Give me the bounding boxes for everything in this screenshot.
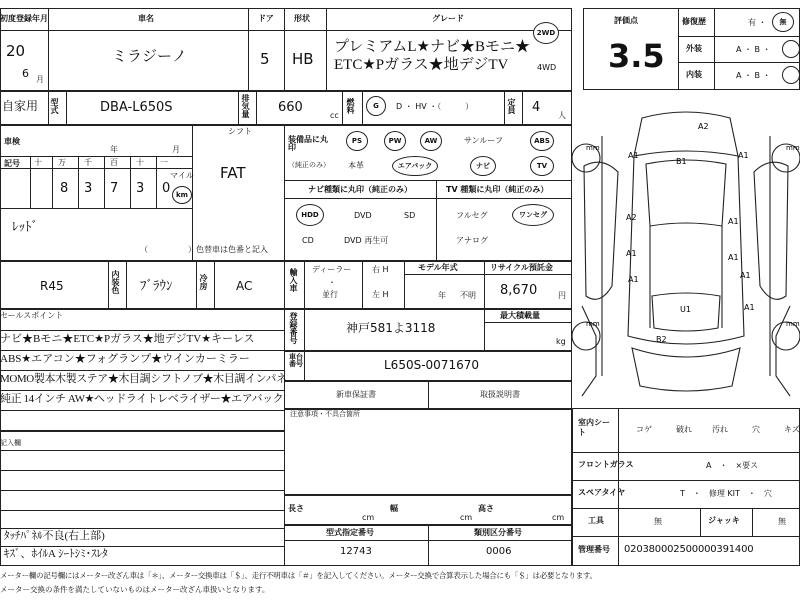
equip-airbag-label: エアバック xyxy=(397,162,433,170)
exterior-grades: A ・ B ・ xyxy=(736,45,771,54)
mileage-digit-header: 十 xyxy=(136,158,144,167)
damage-mark: A1 xyxy=(728,253,739,262)
navi-dvd: DVD xyxy=(354,211,372,220)
body-type-value: HB xyxy=(292,50,314,68)
designation-value: 12743 xyxy=(340,546,372,557)
damage-mark: A1 xyxy=(744,303,755,312)
owners-manual: 取扱説明書 xyxy=(480,390,520,399)
seat-damage-option: 汚れ xyxy=(712,425,728,434)
drive-2wd-circle[interactable] xyxy=(533,22,559,44)
jack-label: ジャッキ xyxy=(708,516,740,525)
sales-point-line: ABS★エアコン★フォグランプ★ウインカーミラー xyxy=(0,353,250,365)
inspection-label: 車検 xyxy=(4,137,20,146)
shift-value: FAT xyxy=(220,164,246,182)
body-type-label: 形状 xyxy=(294,14,310,23)
windshield-options: A ・ ×要ス xyxy=(706,461,759,470)
seat-damage-option: キズ xyxy=(784,425,800,434)
equipment-subtitle: （純正のみ） xyxy=(288,161,330,169)
disp-value: 660 xyxy=(278,100,303,115)
model-year-unit: 年 xyxy=(438,291,446,300)
tv-oneseg-label: ワンセグ xyxy=(519,211,547,219)
equip-pw-label: PW xyxy=(388,137,402,145)
use-type: 自家用 xyxy=(2,99,39,113)
interior-label: 内装 xyxy=(686,70,702,79)
footer-note-2: メーター交換の条件を満たしていないものはメーター改ざん車扱いとなります。 xyxy=(0,585,270,594)
color-code: R45 xyxy=(40,279,64,293)
tv-type-title: TV 種類に丸印（純正のみ） xyxy=(446,185,549,194)
tv-fullseg: フルセグ xyxy=(456,211,488,220)
mileage-digit: 3 xyxy=(84,181,93,196)
first-reg-year: 20 xyxy=(6,42,26,60)
equip-sunroof: サンルーフ xyxy=(464,136,503,145)
repair-history-label: 修復歴 xyxy=(682,17,706,26)
management-number-label: 管理番号 xyxy=(578,545,610,554)
navi-dvd-play: DVD 再生可 xyxy=(344,236,389,245)
fuel-g-circle[interactable] xyxy=(366,96,386,116)
door-label: ドア xyxy=(258,14,274,23)
car-damage-diagram xyxy=(572,96,800,406)
car-name-value: ミラジーノ xyxy=(112,49,187,65)
equip-ps[interactable] xyxy=(346,131,368,151)
footer-note-1: メーター欄の記号欄にはメーター改ざん車は「＊」、メーター交換車は「＄」、走行不明車は「＃」を記入してください。メーター交換で合算表示した場合にも「＄」は必要となります。 xyxy=(0,571,597,580)
interior-color-label: 内装色 xyxy=(111,270,120,294)
mileage-km-circle[interactable] xyxy=(172,186,192,204)
navi-hdd[interactable] xyxy=(296,204,324,226)
spare-tire-options: T ・ 修理 KIT ・ 穴 xyxy=(680,489,772,498)
tools-label: 工具 xyxy=(588,516,604,525)
chassis-value: L650S-0071670 xyxy=(384,358,479,372)
equip-navi-label: ナビ xyxy=(476,162,490,170)
damage-mark: A1 xyxy=(738,151,749,160)
grade-line2: ETC★Pガラス★地デジTV xyxy=(334,57,509,73)
first-reg-label: 初度登録年月 xyxy=(0,14,48,23)
import-label: 輸入車 xyxy=(289,268,298,292)
equip-tv-label: TV xyxy=(536,162,548,170)
color-change-note: （ ）色替車は色番と記入 xyxy=(140,245,268,254)
grade-line1: プレミアムL★ナビ★Bモニ★ xyxy=(334,39,530,55)
damage-mark: A2 xyxy=(698,122,709,131)
damage-mark: A1 xyxy=(628,275,639,284)
diagram-mm-label: mm xyxy=(586,144,600,152)
equip-abs-label: ABS xyxy=(534,137,550,145)
mileage-digit: 7 xyxy=(110,181,119,196)
model-label: 型式 xyxy=(50,98,59,114)
navi-cd: CD xyxy=(302,236,314,245)
seat-damage-option: コゲ xyxy=(636,425,652,434)
repair-none-label: 無 xyxy=(779,18,787,26)
repair-none-circle[interactable] xyxy=(772,12,794,32)
tv-oneseg[interactable] xyxy=(512,204,554,226)
interior-grades: A ・ B ・ xyxy=(736,71,771,80)
interior-circle[interactable] xyxy=(782,66,800,84)
equip-ps-label: PS xyxy=(351,137,363,145)
memo-line2: ｷｽﾞ、ﾎｲﾙA ｼｰﾄｼﾐ･ｽﾚﾀ xyxy=(4,548,108,560)
plate-value: 神戸581よ3118 xyxy=(346,321,436,335)
jack-none: 無 xyxy=(778,517,786,526)
sales-point-line: 純正 14インチ AW★ヘッドライトレベライザー★エアバック xyxy=(0,393,284,405)
mileage-label: 記号 xyxy=(4,159,20,168)
import-right-h: 右 H xyxy=(372,265,389,274)
import-dealer: ディーラー xyxy=(312,265,352,274)
model-year-label: モデル年式 xyxy=(418,263,458,272)
capacity-unit: 人 xyxy=(558,111,566,120)
mileage-unit-mile: マイル xyxy=(170,171,194,180)
spare-tire-label: スペアタイヤ xyxy=(578,488,626,497)
category-value: 0006 xyxy=(486,546,512,557)
damage-mark: A1 xyxy=(728,217,739,226)
damage-mark: U1 xyxy=(680,305,691,314)
exterior-label: 外装 xyxy=(686,44,702,53)
equip-navi[interactable] xyxy=(470,156,496,176)
width-label: 幅 xyxy=(390,504,398,513)
drive-2wd: 2WD xyxy=(536,29,556,37)
max-load-unit: kg xyxy=(556,337,566,346)
recycle-unit: 円 xyxy=(558,291,566,300)
drive-4wd: 4WD xyxy=(537,63,557,72)
sales-point-line: MOMO製本木製ステア★木目調シフトノブ★木目調インパネ xyxy=(0,373,287,385)
notes-label: 注意事項・不具合箇所 xyxy=(290,410,360,418)
damage-mark: B1 xyxy=(676,157,687,166)
import-dash: ・ xyxy=(328,278,336,287)
damage-mark: A1 xyxy=(626,249,637,258)
designation-label: 型式指定番号 xyxy=(326,528,374,537)
disp-unit: cc xyxy=(330,111,339,120)
height-unit: cm xyxy=(552,513,565,522)
diagram-mm-label: mm xyxy=(786,320,800,328)
grade-label: グレード xyxy=(432,14,464,23)
equip-genuine-leather: 本革 xyxy=(348,161,364,170)
mileage-digit: 3 xyxy=(136,181,145,196)
seat-damage-option: 穴 xyxy=(752,425,760,434)
equip-airbag[interactable] xyxy=(392,156,438,176)
first-reg-month: 6 xyxy=(22,67,29,80)
car-name-label: 車名 xyxy=(138,14,154,23)
recycle-value: 8,670 xyxy=(500,283,538,298)
plate-label: 登録番号 xyxy=(289,312,298,344)
exterior-circle[interactable] xyxy=(782,40,800,58)
main-sheet-border xyxy=(0,8,572,566)
mileage-digit-header: 十 xyxy=(34,158,42,167)
mileage-digit: 0 xyxy=(162,181,171,196)
sales-point-line: ナビ★Bモニ★ETC★Pガラス★地デジTV★キーレス xyxy=(0,333,255,345)
mileage-digit-header: 万 xyxy=(58,158,66,167)
chassis-label: 車台番号 xyxy=(289,353,303,368)
navi-sd: SD xyxy=(404,211,416,220)
equipment-title: 装備品に丸印 xyxy=(288,135,328,152)
sales-points-label: セールスポイント xyxy=(0,311,64,320)
model-year-unknown: 不明 xyxy=(460,291,476,300)
damage-mark: A1 xyxy=(628,151,639,160)
mileage-digit: 8 xyxy=(60,181,69,196)
width-unit: cm xyxy=(460,513,473,522)
model-value: DBA-L650S xyxy=(100,100,173,115)
memo-line1: ﾀｯﾁﾊﾟﾈﾙ不良(右上部) xyxy=(4,530,105,542)
equip-aw[interactable] xyxy=(420,131,442,151)
management-number-value: 020380002500000391400 xyxy=(624,544,754,555)
seat-damage-option: 破れ xyxy=(676,425,692,434)
recycle-label: リサイクル預託金 xyxy=(490,263,553,272)
fuel-label: 燃料 xyxy=(346,98,355,114)
windshield-label: フロントガラス xyxy=(578,460,634,469)
equip-tv[interactable] xyxy=(530,156,554,176)
score-value: 3.5 xyxy=(608,37,665,75)
interior-color-value: ﾌﾞﾗｳﾝ xyxy=(140,278,173,293)
import-parallel: 並行 xyxy=(322,290,338,299)
color-value: ﾚｯﾄﾞ xyxy=(12,219,38,234)
damage-mark: A1 xyxy=(740,271,751,280)
length-unit: cm xyxy=(362,513,375,522)
ac-value: AC xyxy=(236,279,253,293)
navi-hdd-label: HDD xyxy=(301,211,319,219)
mileage-digit-header: 一 xyxy=(160,158,168,167)
mileage-digit-header: 百 xyxy=(110,158,118,167)
category-label: 類別区分番号 xyxy=(474,528,522,537)
ac-label: 冷房 xyxy=(199,274,208,290)
diagram-mm-label: mm xyxy=(586,320,600,328)
disp-label: 排気量 xyxy=(241,94,250,118)
memo-label: 記入欄 xyxy=(0,439,21,447)
first-reg-month-unit: 月 xyxy=(36,75,44,84)
equip-pw[interactable] xyxy=(384,131,406,151)
capacity-value: 4 xyxy=(532,100,541,115)
score-label: 評価点 xyxy=(614,16,638,25)
capacity-label: 定員 xyxy=(507,98,516,114)
tv-analog: アナログ xyxy=(456,236,488,245)
fuel-g: G xyxy=(373,102,379,110)
mileage-unit-km: km xyxy=(176,191,188,199)
length-label: 長さ xyxy=(288,504,304,513)
new-car-warranty: 新車保証書 xyxy=(336,390,376,399)
height-label: 高さ xyxy=(478,504,494,513)
mileage-digit-header: 千 xyxy=(84,158,92,167)
tools-none: 無 xyxy=(654,517,662,526)
interior-seat-label: 室内シート xyxy=(578,418,610,438)
diagram-mm-label: mm xyxy=(786,144,800,152)
door-value: 5 xyxy=(260,50,270,68)
shift-label: シフト xyxy=(228,127,252,136)
damage-mark: B2 xyxy=(656,335,667,344)
navi-type-title: ナビ種類に丸印（純正のみ） xyxy=(308,185,412,194)
equip-abs[interactable] xyxy=(530,131,554,151)
repair-history-options: 有 ・ xyxy=(748,18,767,27)
fuel-rest: D ・ HV ・（ ） xyxy=(396,102,474,111)
equip-aw-label: AW xyxy=(424,137,438,145)
import-left-h: 左 H xyxy=(372,290,389,299)
max-load-label: 最大積載量 xyxy=(500,311,540,320)
inspection-year-unit: 年 xyxy=(110,145,118,154)
inspection-month-unit: 月 xyxy=(172,145,180,154)
damage-mark: A2 xyxy=(626,213,637,222)
